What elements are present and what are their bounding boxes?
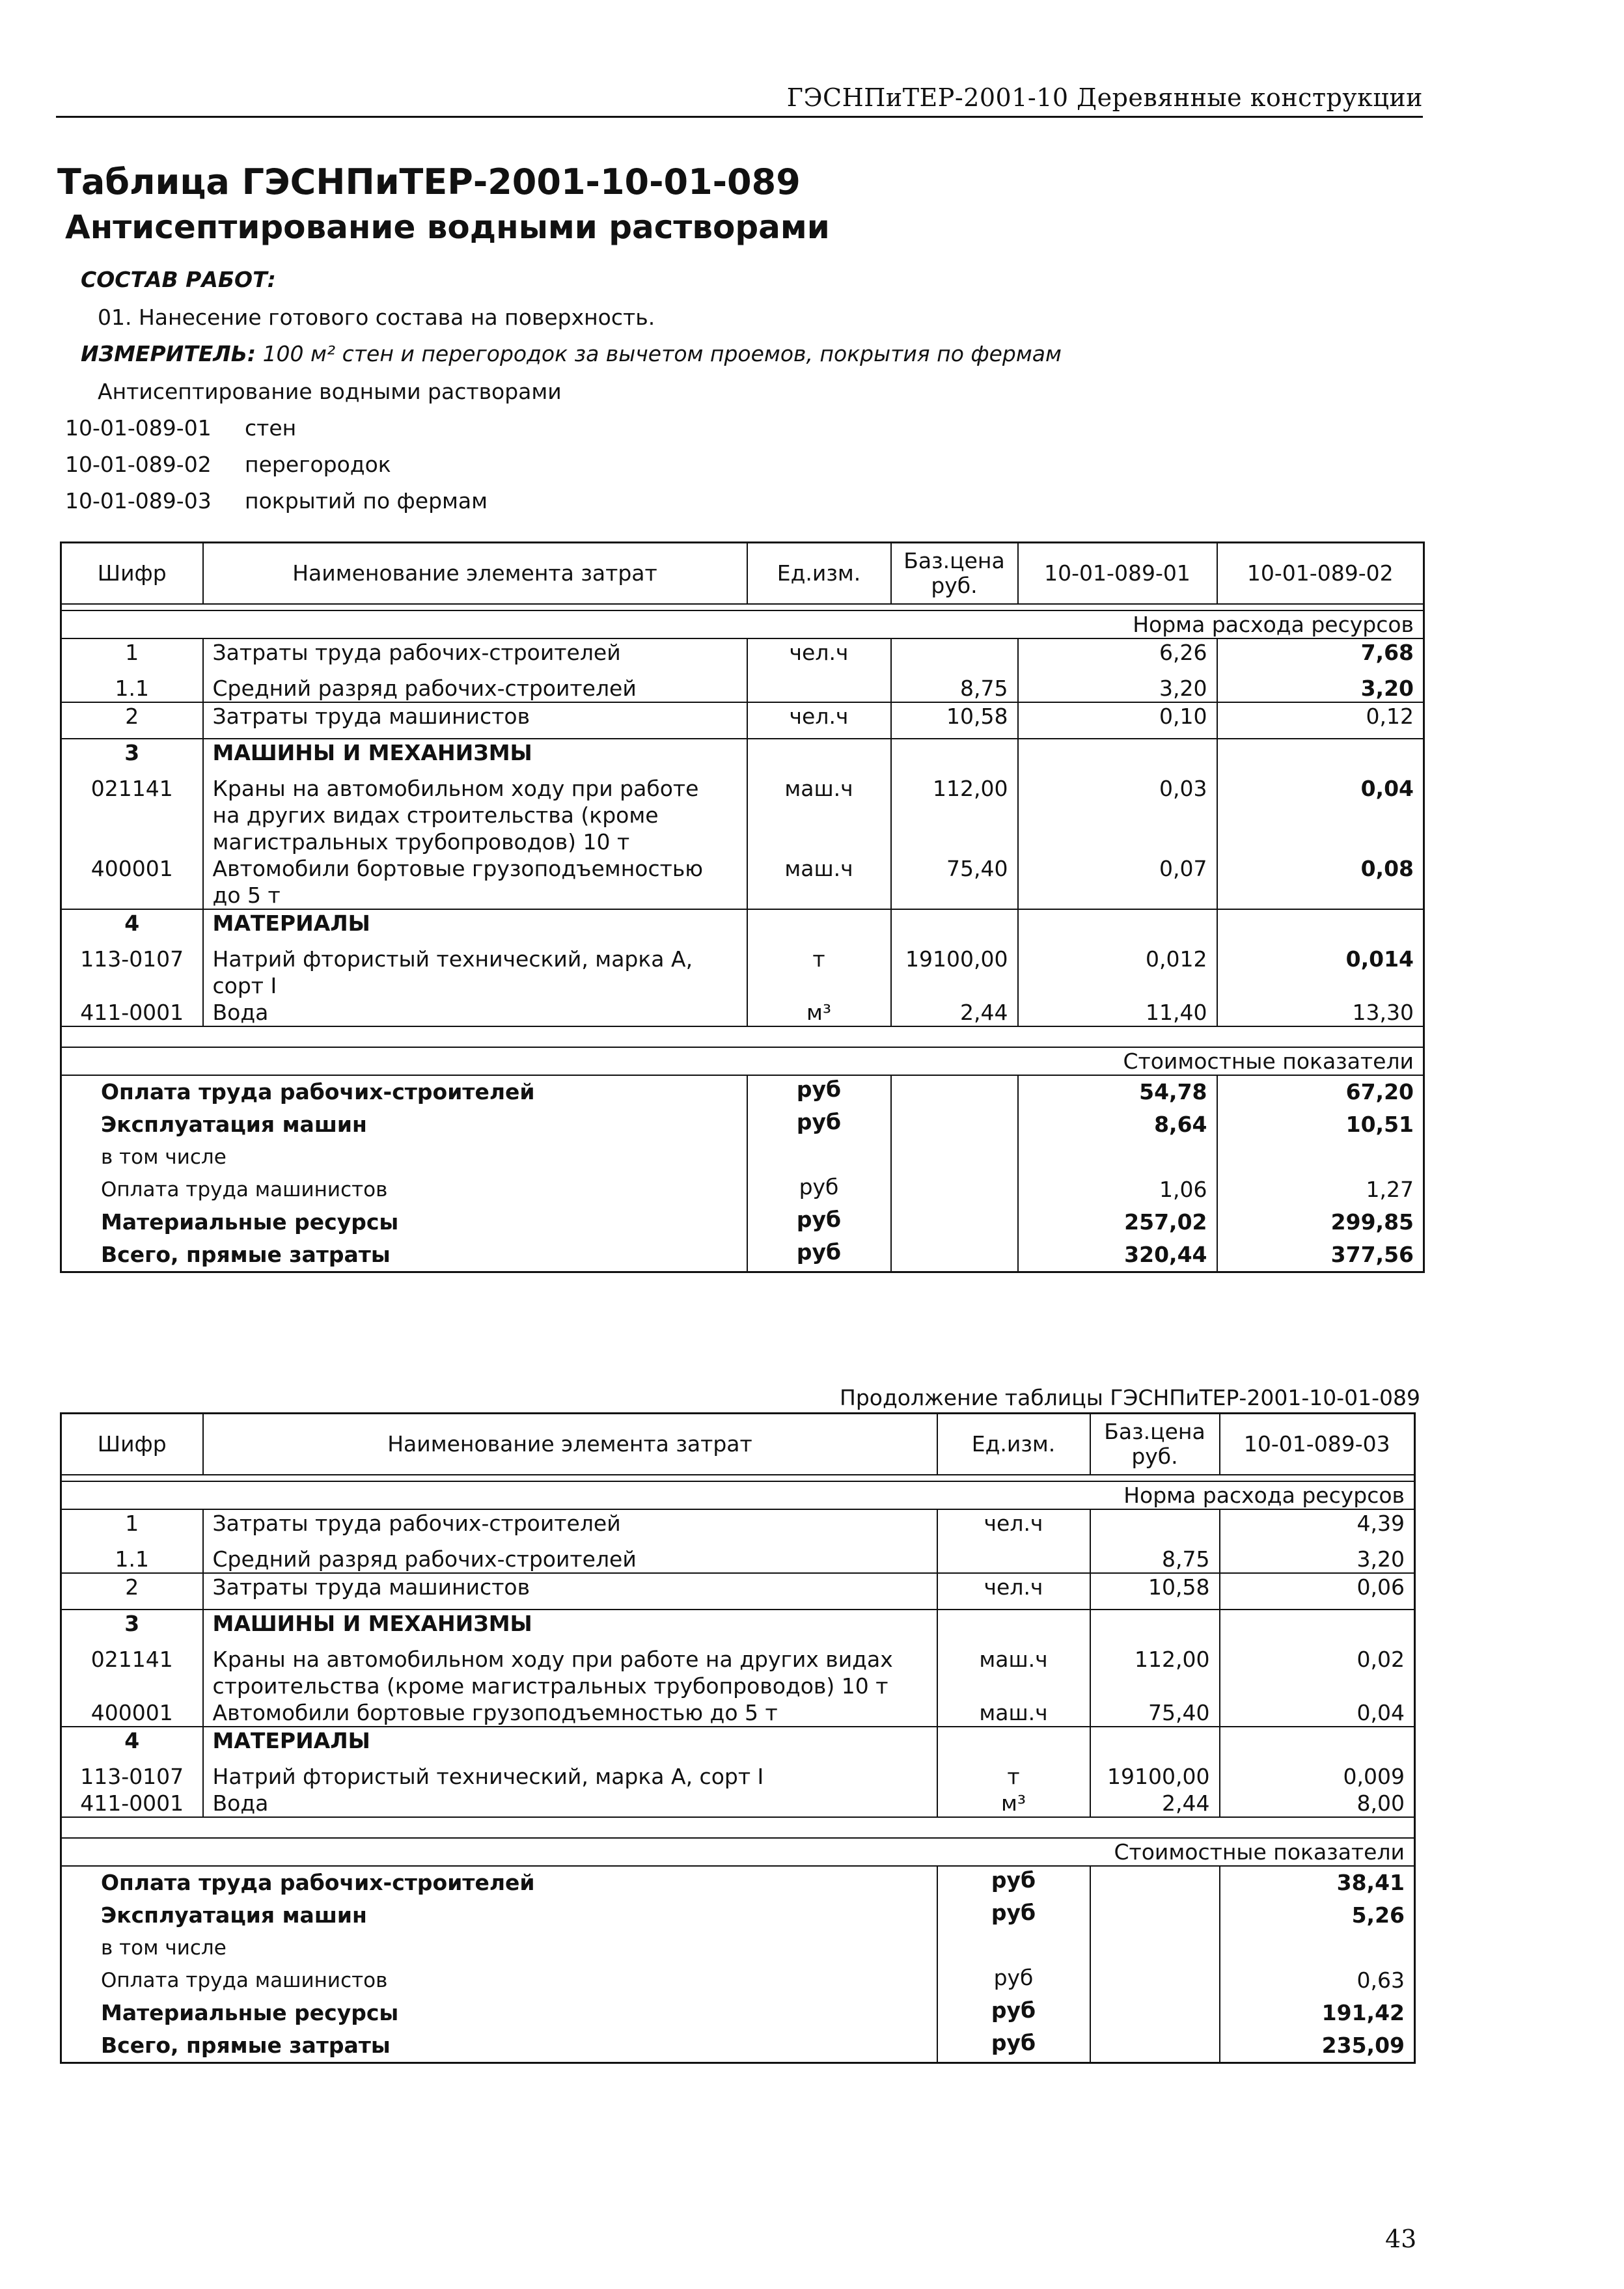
cost-row (61, 1239, 1424, 1272)
cost-name: Оплата труда машинистов (61, 1964, 937, 1997)
cost-unit: руб (747, 1075, 891, 1108)
row-value: 3,20 (1217, 675, 1424, 702)
cost-item-name (203, 999, 747, 1026)
cost-item-name-line: МАШИНЫ И МЕХАНИЗМЫ (212, 1610, 532, 1636)
norm-label: Норма расхода ресурсов (61, 1481, 1415, 1509)
norm-table-1 (60, 541, 1425, 1273)
cost-item-name (203, 638, 747, 675)
row-price: 19100,00 (1090, 1763, 1220, 1790)
measure-text: 100 м² стен и перегородок за вычетом проемов, покрытия по фермам (262, 341, 1062, 366)
row-value: 0,07 (1018, 855, 1217, 909)
row-price: 2,44 (1090, 1790, 1220, 1817)
table-row (61, 1763, 1415, 1790)
cost-item-name-line: МАШИНЫ И МЕХАНИЗМЫ (212, 739, 532, 765)
row-price: 19100,00 (891, 946, 1018, 999)
row-unit: т (747, 946, 891, 999)
row-value: 3,20 (1220, 1546, 1415, 1573)
row-unit (937, 1610, 1090, 1646)
cost-value (1018, 1141, 1217, 1173)
cost-item-name-line: Автомобили бортовые грузоподъемностью (212, 855, 704, 881)
row-price: 8,75 (891, 675, 1018, 702)
cost-price (1090, 1964, 1220, 1997)
cost-item-name-line: МАТЕРИАЛЫ (212, 1727, 370, 1753)
cost-unit: руб (747, 1206, 891, 1239)
table-row (61, 1699, 1415, 1727)
row-price (891, 909, 1018, 946)
cost-row (61, 2029, 1415, 2063)
cost-unit: руб (747, 1239, 891, 1272)
cost-item-name (203, 1699, 937, 1727)
cost-unit: руб (937, 2029, 1090, 2063)
spacer-row (61, 1475, 1415, 1481)
row-value: 0,12 (1217, 702, 1424, 739)
row-price (1090, 1509, 1220, 1546)
spacer-row (61, 1817, 1415, 1838)
norm-label-row (61, 610, 1424, 638)
row-value: 0,08 (1217, 855, 1424, 909)
cost-item-name-line: Вода (212, 999, 269, 1025)
cost-value: 257,02 (1018, 1206, 1217, 1239)
group-name: Антисептирование водными растворами (98, 379, 562, 404)
row-unit: чел.ч (747, 702, 891, 739)
measure-label: ИЗМЕРИТЕЛЬ: (81, 341, 256, 366)
cost-value (1217, 1141, 1424, 1173)
table-row (61, 739, 1424, 775)
row-code: 021141 (61, 1646, 203, 1699)
spacer-cell (61, 1475, 1415, 1481)
norm-label-row (61, 1481, 1415, 1509)
table-row (61, 1790, 1415, 1817)
code-id: 10-01-089-01 (65, 415, 212, 441)
col-header-price-line: руб. (931, 572, 978, 598)
row-unit: чел.ч (747, 638, 891, 675)
row-code: 113-0107 (61, 1763, 203, 1790)
cost-item-name-line: магистральных трубопроводов) 10 т (212, 829, 630, 855)
cost-price (891, 1108, 1018, 1141)
cost-item-name-line: Затраты труда машинистов (212, 1574, 530, 1600)
cost-unit: руб (937, 1899, 1090, 1932)
cost-value (1220, 1932, 1415, 1964)
cost-item-name (203, 675, 747, 702)
cost-price (891, 1173, 1018, 1206)
norm-table-2 (60, 1412, 1416, 2064)
cost-value: 8,64 (1018, 1108, 1217, 1141)
row-price (891, 638, 1018, 675)
row-value: 0,10 (1018, 702, 1217, 739)
row-code: 1 (61, 638, 203, 675)
row-price (1090, 1610, 1220, 1646)
cost-name: Эксплуатация машин (61, 1108, 747, 1141)
cost-label-row (61, 1838, 1415, 1866)
table-row (61, 1573, 1415, 1610)
running-header (56, 77, 1423, 118)
cost-value: 10,51 (1217, 1108, 1424, 1141)
col-header-price-line: Баз.цена (903, 547, 1005, 573)
row-code: 3 (61, 1610, 203, 1646)
row-code: 4 (61, 909, 203, 946)
cost-item-name-line: Затраты труда машинистов (212, 703, 530, 729)
cost-item-name-line: Затраты труда рабочих-строителей (212, 639, 621, 665)
row-unit (747, 909, 891, 946)
col-header-code-value: 10-01-089-03 (1220, 1414, 1415, 1475)
row-value (1217, 909, 1424, 946)
work-item: 01. Нанесение готового состава на поверхность. (98, 305, 655, 330)
row-value: 0,04 (1217, 775, 1424, 855)
row-unit: маш.ч (747, 855, 891, 909)
row-price: 112,00 (891, 775, 1018, 855)
col-header-price-line: руб. (1131, 1443, 1178, 1469)
cost-value: 67,20 (1217, 1075, 1424, 1108)
row-unit: чел.ч (937, 1509, 1090, 1546)
cost-value: 0,63 (1220, 1964, 1415, 1997)
cost-item-name (203, 1646, 937, 1699)
cost-name: в том числе (61, 1932, 937, 1964)
cost-item-name-line: Натрий фтористый технический, марка А, (212, 946, 693, 972)
cost-name: Эксплуатация машин (61, 1899, 937, 1932)
spacer-cell (61, 1817, 1415, 1838)
row-value (1018, 739, 1217, 775)
spacer-cell (61, 1026, 1424, 1047)
norm-label: Норма расхода ресурсов (61, 610, 1424, 638)
cost-item-name (203, 1573, 937, 1610)
header-row (61, 543, 1424, 604)
cost-item-name (203, 775, 747, 855)
cost-unit (937, 1932, 1090, 1964)
row-unit: м³ (747, 999, 891, 1026)
row-code: 113-0107 (61, 946, 203, 999)
row-value (1220, 1727, 1415, 1763)
row-unit: чел.ч (937, 1573, 1090, 1610)
cost-name: Материальные ресурсы (61, 1997, 937, 2029)
cost-item-name (203, 739, 747, 775)
row-value: 7,68 (1217, 638, 1424, 675)
cost-value: 1,06 (1018, 1173, 1217, 1206)
col-header-name: Наименование элемента затрат (203, 543, 747, 604)
cost-item-name-line: Вода (212, 1790, 269, 1816)
cost-item-name-line: Средний разряд рабочих-строителей (212, 1546, 637, 1572)
table-row (61, 702, 1424, 739)
row-code: 2 (61, 1573, 203, 1610)
cost-row (61, 1866, 1415, 1899)
row-price: 10,58 (1090, 1573, 1220, 1610)
cost-item-name-line: Затраты труда рабочих-строителей (212, 1510, 621, 1536)
cost-label: Стоимостные показатели (61, 1047, 1424, 1075)
cost-value: 38,41 (1220, 1866, 1415, 1899)
row-value (1018, 909, 1217, 946)
cost-item-name (203, 909, 747, 946)
spacer-row (61, 604, 1424, 610)
row-code: 3 (61, 739, 203, 775)
row-unit: маш.ч (747, 775, 891, 855)
cost-price (1090, 2029, 1220, 2063)
cost-item-name (203, 1727, 937, 1763)
cost-value: 1,27 (1217, 1173, 1424, 1206)
col-header-price (1090, 1414, 1220, 1475)
row-code: 021141 (61, 775, 203, 855)
table-row (61, 1727, 1415, 1763)
row-price (891, 739, 1018, 775)
cost-item-name-line: на других видах строительства (кроме (212, 802, 659, 828)
table-row (61, 1610, 1415, 1646)
row-price (1090, 1727, 1220, 1763)
row-price: 10,58 (891, 702, 1018, 739)
table-row (61, 946, 1424, 999)
row-value: 11,40 (1018, 999, 1217, 1026)
row-value: 0,012 (1018, 946, 1217, 999)
row-value: 0,02 (1220, 1646, 1415, 1699)
cost-price (891, 1075, 1018, 1108)
cost-name: в том числе (61, 1141, 747, 1173)
cost-item-name (203, 946, 747, 999)
cost-unit: руб (937, 1866, 1090, 1899)
table-row (61, 999, 1424, 1026)
code-line (65, 415, 296, 441)
cost-value: 235,09 (1220, 2029, 1415, 2063)
cost-item-name-line: Автомобили бортовые грузоподъемностью до 5 т (212, 1699, 778, 1725)
table-row (61, 909, 1424, 946)
cost-value: 191,42 (1220, 1997, 1415, 2029)
table-row (61, 675, 1424, 702)
row-unit (937, 1546, 1090, 1573)
cost-row (61, 1173, 1424, 1206)
row-code: 411-0001 (61, 1790, 203, 1817)
code-line (65, 488, 488, 514)
cost-item-name (203, 855, 747, 909)
table-subtitle: Антисептирование водными растворами (65, 208, 830, 246)
code-name: стен (245, 415, 297, 441)
row-value: 0,03 (1018, 775, 1217, 855)
row-unit (937, 1727, 1090, 1763)
row-price: 2,44 (891, 999, 1018, 1026)
row-value: 0,06 (1220, 1573, 1415, 1610)
row-value: 0,009 (1220, 1763, 1415, 1790)
row-unit: м³ (937, 1790, 1090, 1817)
spacer-cell (61, 604, 1424, 610)
header-row (61, 1414, 1415, 1475)
row-value: 13,30 (1217, 999, 1424, 1026)
cost-item-name (203, 1546, 937, 1573)
cost-price (1090, 1932, 1220, 1964)
row-price: 8,75 (1090, 1546, 1220, 1573)
cost-item-name-line: МАТЕРИАЛЫ (212, 910, 370, 936)
cost-name: Всего, прямые затраты (61, 1239, 747, 1272)
table-title: Таблица ГЭСНПиТЕР-2001-10-01-089 (57, 161, 801, 202)
cost-item-name (203, 1790, 937, 1817)
row-value: 4,39 (1220, 1509, 1415, 1546)
row-price: 75,40 (1090, 1699, 1220, 1727)
cost-item-name (203, 702, 747, 739)
row-value: 8,00 (1220, 1790, 1415, 1817)
cost-value: 5,26 (1220, 1899, 1415, 1932)
cost-row (61, 1997, 1415, 2029)
row-value: 3,20 (1018, 675, 1217, 702)
cost-item-name-line: Средний разряд рабочих-строителей (212, 675, 637, 701)
cost-row (61, 1964, 1415, 1997)
spacer-row (61, 1026, 1424, 1047)
row-price: 112,00 (1090, 1646, 1220, 1699)
header-text: ГЭСНПиТЕР-2001-10 Деревянные конструкции (786, 83, 1423, 112)
cost-row (61, 1141, 1424, 1173)
code-id: 10-01-089-02 (65, 452, 212, 477)
cost-row (61, 1932, 1415, 1964)
cost-row (61, 1075, 1424, 1108)
row-code: 1 (61, 1509, 203, 1546)
row-code: 1.1 (61, 675, 203, 702)
page-number: 43 (1385, 2225, 1417, 2253)
continuation-caption: Продолжение таблицы ГЭСНПиТЕР-2001-10-01-089 (840, 1385, 1421, 1410)
cost-label-row (61, 1047, 1424, 1075)
cost-name: Всего, прямые затраты (61, 2029, 937, 2063)
cost-item-name-line: Краны на автомобильном ходу при работе (212, 775, 699, 801)
cost-item-name-line: строительства (кроме магистральных трубопроводов) 10 т (212, 1673, 888, 1699)
cost-price (891, 1239, 1018, 1272)
col-header-code-value: 10-01-089-01 (1018, 543, 1217, 604)
cost-name: Материальные ресурсы (61, 1206, 747, 1239)
row-unit: т (937, 1763, 1090, 1790)
cost-row (61, 1108, 1424, 1141)
cost-item-name (203, 1509, 937, 1546)
cost-value: 54,78 (1018, 1075, 1217, 1108)
cost-row (61, 1899, 1415, 1932)
table-row (61, 1509, 1415, 1546)
row-value: 6,26 (1018, 638, 1217, 675)
col-header-price (891, 543, 1018, 604)
row-code: 1.1 (61, 1546, 203, 1573)
cost-price (1090, 1899, 1220, 1932)
cost-name: Оплата труда машинистов (61, 1173, 747, 1206)
cost-row (61, 1206, 1424, 1239)
col-header-price-line: Баз.цена (1104, 1418, 1205, 1444)
cost-unit: руб (937, 1997, 1090, 2029)
cost-value: 299,85 (1217, 1206, 1424, 1239)
row-unit (747, 675, 891, 702)
row-value (1217, 739, 1424, 775)
code-line (65, 452, 391, 477)
table-row (61, 775, 1424, 855)
row-code: 2 (61, 702, 203, 739)
row-code: 411-0001 (61, 999, 203, 1026)
cost-unit (747, 1141, 891, 1173)
row-code: 400001 (61, 855, 203, 909)
col-header-unit: Ед.изм. (747, 543, 891, 604)
cost-item-name-line: Краны на автомобильном ходу при работе на других видах (212, 1646, 893, 1672)
work-label (81, 267, 276, 292)
row-unit (747, 739, 891, 775)
cost-item-name (203, 1610, 937, 1646)
col-header-name: Наименование элемента затрат (203, 1414, 937, 1475)
cost-item-name-line: до 5 т (212, 882, 281, 908)
table-row (61, 1546, 1415, 1573)
cost-price (1090, 1866, 1220, 1899)
cost-price (891, 1141, 1018, 1173)
row-value: 0,014 (1217, 946, 1424, 999)
cost-name: Оплата труда рабочих-строителей (61, 1866, 937, 1899)
cost-item-name-line: сорт I (212, 972, 277, 998)
work-label-text: СОСТАВ РАБОТ: (81, 267, 276, 292)
table-row (61, 855, 1424, 909)
measure-line (81, 341, 1062, 366)
cost-unit: руб (747, 1108, 891, 1141)
row-code: 400001 (61, 1699, 203, 1727)
col-header-code: Шифр (61, 543, 203, 604)
cost-unit: руб (747, 1173, 891, 1206)
code-id: 10-01-089-03 (65, 488, 212, 514)
row-value (1220, 1610, 1415, 1646)
table-row (61, 638, 1424, 675)
cost-item-name-line: Натрий фтористый технический, марка А, сорт I (212, 1763, 764, 1789)
code-name: покрытий по фермам (245, 488, 488, 514)
col-header-code-value: 10-01-089-02 (1217, 543, 1424, 604)
cost-name: Оплата труда рабочих-строителей (61, 1075, 747, 1108)
row-value: 0,04 (1220, 1699, 1415, 1727)
cost-price (1090, 1997, 1220, 2029)
row-unit: маш.ч (937, 1699, 1090, 1727)
row-price: 75,40 (891, 855, 1018, 909)
code-name: перегородок (245, 452, 391, 477)
col-header-code: Шифр (61, 1414, 203, 1475)
cost-price (891, 1206, 1018, 1239)
cost-value: 377,56 (1217, 1239, 1424, 1272)
col-header-unit: Ед.изм. (937, 1414, 1090, 1475)
row-code: 4 (61, 1727, 203, 1763)
cost-label: Стоимостные показатели (61, 1838, 1415, 1866)
cost-unit: руб (937, 1964, 1090, 1997)
row-unit: маш.ч (937, 1646, 1090, 1699)
cost-item-name (203, 1763, 937, 1790)
table-row (61, 1646, 1415, 1699)
cost-value: 320,44 (1018, 1239, 1217, 1272)
